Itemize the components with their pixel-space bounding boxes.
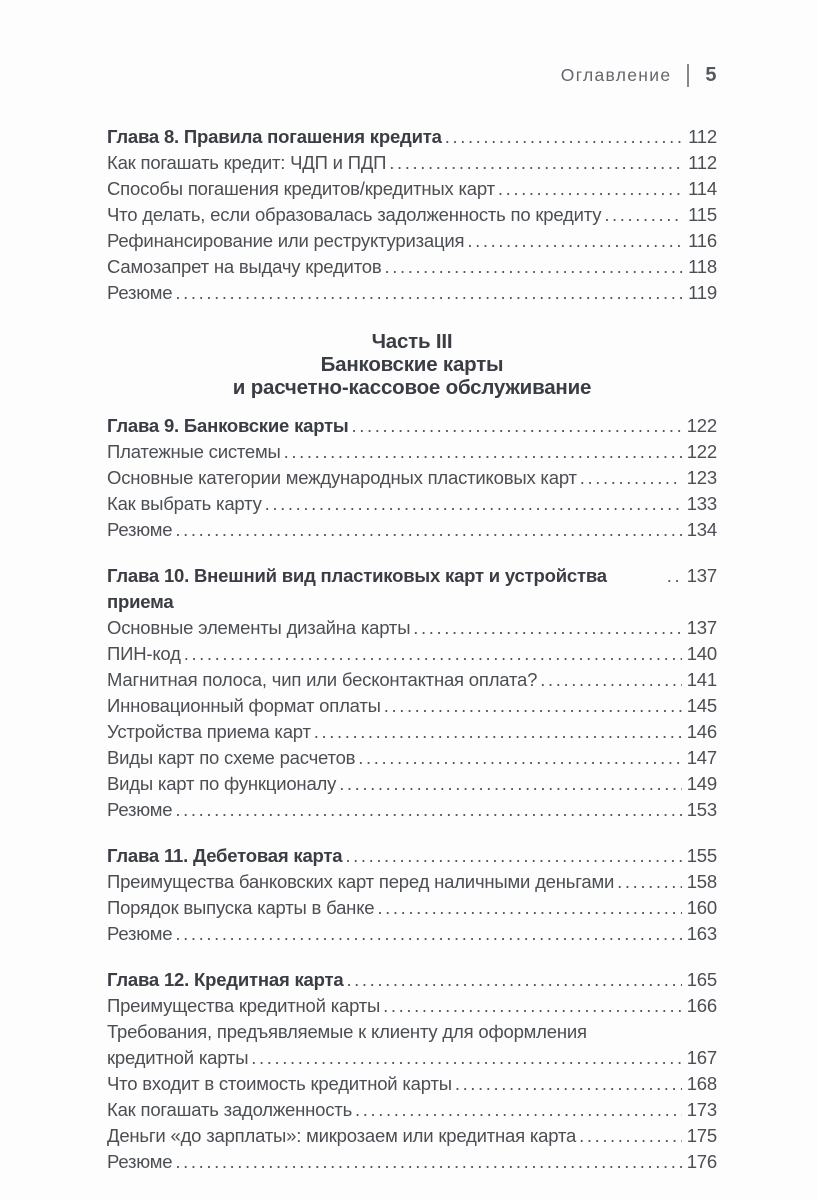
toc-page-number: 160 <box>686 897 717 918</box>
toc-entry-label: Деньги «до зарплаты»: микрозаем или кредитная карта <box>107 1125 577 1146</box>
toc-entry-row <box>107 1097 717 1123</box>
toc-entry-row <box>107 150 717 176</box>
toc-entry-label: Что входит в стоимость кредитной карты <box>107 1073 452 1094</box>
toc-entry-label: Самозапрет на выдачу кредитов <box>107 256 382 277</box>
toc-entry-label: Виды карт по функционалу <box>107 773 337 794</box>
page-header <box>107 62 717 88</box>
toc-entry-label: Требования, предъявляемые к клиенту для оформления <box>107 1021 587 1042</box>
dot-leader <box>172 1149 681 1175</box>
dot-leader <box>537 667 681 693</box>
dot-leader <box>664 563 682 589</box>
dot-leader <box>342 843 681 869</box>
toc-page-number: 166 <box>686 995 717 1016</box>
toc-chapter-title: Глава 9. Банковские карты <box>107 415 349 436</box>
toc-block-chapter-12 <box>107 967 717 1175</box>
toc-block-chapter-10 <box>107 563 717 823</box>
toc-chapter-row <box>107 967 717 993</box>
toc-entry-label: Платежные системы <box>107 441 281 462</box>
toc-page-number: 140 <box>686 643 717 664</box>
dot-leader <box>355 745 681 771</box>
dot-leader <box>311 719 682 745</box>
toc-page-number: 149 <box>686 773 717 794</box>
toc-entry-row <box>107 745 717 771</box>
toc-entry-label: Резюме <box>107 519 173 540</box>
dot-leader <box>601 202 683 228</box>
toc-entry-label: Как погашать кредит: ЧДП и ПДП <box>107 152 387 173</box>
toc-entry-row <box>107 869 717 895</box>
toc-page-number: 133 <box>686 493 717 514</box>
part-heading <box>107 330 717 399</box>
dot-leader <box>380 993 682 1019</box>
toc-page-number: 147 <box>686 747 717 768</box>
toc-entry-row <box>107 615 717 641</box>
toc-entry-row <box>107 921 717 947</box>
toc-entry-label: Как погашать задолженность <box>107 1099 353 1120</box>
dot-leader <box>576 1123 682 1149</box>
toc-entry-row-multiline <box>107 1019 717 1071</box>
toc-entry-row <box>107 641 717 667</box>
toc-entry-row <box>107 254 717 280</box>
toc-entry-row <box>107 439 717 465</box>
toc-chapter-row <box>107 563 717 615</box>
part-heading-line: Часть III <box>371 330 453 353</box>
toc-entry-row <box>107 771 717 797</box>
toc-entry-label: ПИН-код <box>107 643 181 664</box>
toc-page-number: 112 <box>688 152 717 173</box>
toc-entry-row <box>107 491 717 517</box>
toc-page-number: 146 <box>686 721 717 742</box>
toc-entry-row <box>107 895 717 921</box>
toc-entry-label: Основные категории международных пластиковых карт <box>107 467 577 488</box>
toc-entry-row <box>107 280 717 306</box>
toc-entry-label: Устройства приема карт <box>107 721 311 742</box>
toc-page-number: 114 <box>688 178 717 199</box>
toc-page-number: 122 <box>686 441 717 462</box>
toc-entry-row <box>107 228 717 254</box>
toc-entry-label-continued: кредитной карты <box>107 1047 249 1068</box>
toc-entry-label: Что делать, если образовалась задолженность по кредиту <box>107 204 602 225</box>
toc-entry-label: Резюме <box>107 799 173 820</box>
dot-leader <box>577 465 682 491</box>
running-title: Оглавление <box>560 64 672 85</box>
toc-entry-label: Резюме <box>107 1151 173 1172</box>
toc-entry-row <box>107 517 717 543</box>
dot-leader <box>410 615 681 641</box>
dot-leader <box>343 967 681 993</box>
toc-chapter-title: Глава 12. Кредитная карта <box>107 969 344 990</box>
toc-entry-row <box>107 465 717 491</box>
toc-page-number: 153 <box>686 799 717 820</box>
dot-leader <box>336 771 682 797</box>
toc-page-number: 119 <box>688 282 717 303</box>
toc-entry-row <box>107 1123 717 1149</box>
toc-chapter-row <box>107 843 717 869</box>
toc-block-chapter-8 <box>107 124 717 306</box>
part-heading-line: и расчетно-кассовое обслуживание <box>232 376 592 399</box>
toc-block-chapter-9 <box>107 413 717 543</box>
dot-leader <box>452 1071 682 1097</box>
toc-entry-label: Рефинансирование или реструктуризация <box>107 230 465 251</box>
dot-leader <box>386 150 683 176</box>
toc-page-number: 158 <box>686 871 717 892</box>
dot-leader <box>464 228 683 254</box>
toc-entry-row <box>107 693 717 719</box>
dot-leader <box>262 491 682 517</box>
dot-leader <box>172 797 681 823</box>
dot-leader <box>281 439 682 465</box>
toc-page-number: 165 <box>686 969 717 990</box>
page-number: 5 <box>705 63 717 86</box>
toc-entry-row <box>107 667 717 693</box>
toc-entry-label: Инновационный формат оплаты <box>107 695 381 716</box>
dot-leader <box>442 124 683 150</box>
toc-entry-row <box>107 993 717 1019</box>
toc-entry-label: Основные элементы дизайна карты <box>107 617 411 638</box>
toc-page-number: 134 <box>686 519 717 540</box>
toc-block-chapter-11 <box>107 843 717 947</box>
toc-page-number: 122 <box>686 415 717 436</box>
toc-entry-row <box>107 1071 717 1097</box>
toc-page-number: 173 <box>686 1099 717 1120</box>
toc-entry-label: Способы погашения кредитов/кредитных карт <box>107 178 495 199</box>
toc-page-number: 137 <box>686 565 717 586</box>
dot-leader <box>381 693 682 719</box>
toc-entry-row <box>107 1149 717 1175</box>
toc-page-number: 115 <box>688 204 717 225</box>
dot-leader <box>349 413 682 439</box>
dot-leader <box>172 517 681 543</box>
toc-page-number: 155 <box>686 845 717 866</box>
toc-page-number: 176 <box>686 1151 717 1172</box>
toc-entry-row <box>107 202 717 228</box>
toc-entry-label: Виды карт по схеме расчетов <box>107 747 356 768</box>
part-heading-line: Банковские карты <box>320 353 504 376</box>
dot-leader <box>352 1097 682 1123</box>
toc-entry-row <box>107 797 717 823</box>
dot-leader <box>172 280 683 306</box>
toc-page-number: 175 <box>686 1125 717 1146</box>
toc-entry-label: Магнитная полоса, чип или бесконтактная оплата? <box>107 669 538 690</box>
dot-leader <box>614 869 682 895</box>
toc-entry-label: Преимущества кредитной карты <box>107 995 381 1016</box>
toc-chapter-title: Глава 8. Правила погашения кредита <box>107 126 442 147</box>
toc-page-number: 167 <box>686 1047 717 1068</box>
toc-chapter-row <box>107 413 717 439</box>
toc-chapter-title: Глава 10. Внешний вид пластиковых карт и устройства приема <box>107 565 607 612</box>
dot-leader <box>374 895 681 921</box>
toc-page-number: 116 <box>688 230 717 251</box>
header-divider <box>687 64 689 87</box>
toc-page-number: 145 <box>686 695 717 716</box>
dot-leader <box>181 641 682 667</box>
dot-leader <box>381 254 683 280</box>
toc-page-number: 118 <box>688 256 717 277</box>
toc-entry-label: Как выбрать карту <box>107 493 262 514</box>
toc-page-number: 163 <box>686 923 717 944</box>
toc-entry-row <box>107 176 717 202</box>
toc-page-number: 141 <box>686 669 717 690</box>
toc-page-number: 112 <box>688 126 717 147</box>
toc-entry-label: Преимущества банковских карт перед наличными деньгами <box>107 871 615 892</box>
toc-entry-row <box>107 719 717 745</box>
dot-leader <box>172 921 681 947</box>
toc-page-number: 137 <box>686 617 717 638</box>
toc-entry-label: Резюме <box>107 923 173 944</box>
toc-entry-label: Резюме <box>107 282 173 303</box>
dot-leader <box>248 1045 681 1071</box>
dot-leader <box>495 176 683 202</box>
toc-page-number: 168 <box>686 1073 717 1094</box>
toc-entry-label: Порядок выпуска карты в банке <box>107 897 375 918</box>
toc-page-number: 123 <box>686 467 717 488</box>
toc-chapter-title: Глава 11. Дебетовая карта <box>107 845 343 866</box>
toc-chapter-row <box>107 124 717 150</box>
